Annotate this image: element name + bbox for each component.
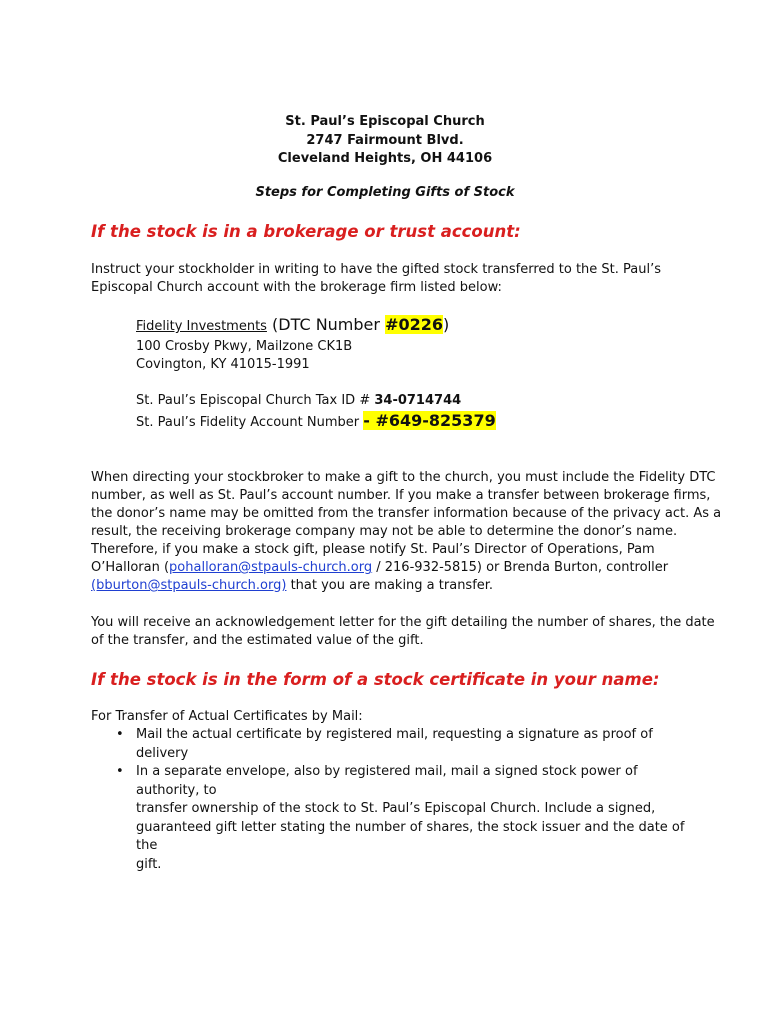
church-city: Cleveland Heights, OH 44106 <box>277 151 493 166</box>
bullet-icon: • <box>116 727 124 742</box>
para2-line7-post: that you are making a transfer. <box>286 578 494 593</box>
dtc-close: ) <box>443 315 450 334</box>
para2-line6-pre: O’Halloran ( <box>91 560 170 575</box>
email-link-pohalloran[interactable]: pohalloran@stpauls-church.org <box>169 560 373 575</box>
para3-line1: You will receive an acknowledgement letter for the gift detailing the number of shares, the date <box>91 615 715 630</box>
dtc-number: #0226 <box>385 315 443 334</box>
bullet2-line3: guaranteed gift letter stating the number of shares, the stock issuer and the date of the <box>136 819 685 853</box>
para2-line7 <box>91 577 493 596</box>
para2-line1: When directing your stockbroker to make a gift to the church, you must include the Fidelity DTC <box>91 470 716 485</box>
instruction-list <box>116 726 696 874</box>
email-link-bburton[interactable]: (bburton@stpauls-church.org) <box>91 578 287 593</box>
account-label: St. Paul’s Fidelity Account Number <box>136 415 364 430</box>
para2-line3: the donor’s name may be omitted from the transfer information because of the privacy act. As a <box>91 506 722 521</box>
dtc-open: ( <box>266 315 279 334</box>
bullet-icon: • <box>116 764 124 779</box>
account-line <box>136 412 496 433</box>
para2-line6-post: / 216-932-5815) or Brenda Burton, controller <box>372 560 669 575</box>
bullet1-line1: Mail the actual certificate by registered mail, requesting a signature as proof of delivery <box>136 727 653 761</box>
para2-line6 <box>91 559 668 578</box>
para3-line2: of the transfer, and the estimated value of the gift. <box>91 633 424 648</box>
church-street: 2747 Fairmount Blvd. <box>306 133 464 148</box>
section2-intro: For Transfer of Actual Certificates by Mail: <box>91 709 363 724</box>
section1-intro-line2: Episcopal Church account with the brokerage firm listed below: <box>91 280 502 295</box>
section1-intro-line1: Instruct your stockholder in writing to have the gifted stock transferred to the St. Paul’s <box>91 262 662 277</box>
section2-heading: If the stock is in the form of a stock certificate in your name: <box>91 670 660 689</box>
bullet2-line1: In a separate envelope, also by registered mail, mail a signed stock power of authority, to <box>136 764 638 798</box>
para2-line5: Therefore, if you make a stock gift, please notify St. Paul’s Director of Operations, Pam <box>91 542 655 557</box>
list-item <box>116 763 696 874</box>
section1-heading: If the stock is in a brokerage or trust account: <box>91 222 521 241</box>
firm-address-line2: Covington, KY 41015-1991 <box>136 357 310 372</box>
dtc-label: DTC Number <box>278 315 386 334</box>
church-name: St. Paul’s Episcopal Church <box>285 114 485 129</box>
bullet2-line4: gift. <box>136 856 162 872</box>
firm-line <box>136 316 449 337</box>
tax-id-line <box>136 392 461 411</box>
firm-address-line1: 100 Crosby Pkwy, Mailzone CK1B <box>136 339 353 354</box>
tax-id-value: 34-0714744 <box>374 393 462 408</box>
para2-line2: number, as well as St. Paul’s account number. If you make a transfer between brokerage firms, <box>91 488 711 503</box>
account-value: - #649-825379 <box>363 411 496 430</box>
document-subtitle: Steps for Completing Gifts of Stock <box>255 185 515 200</box>
para2-line4: result, the receiving brokerage company may not be able to determine the donor’s name. <box>91 524 678 539</box>
tax-id-label: St. Paul’s Episcopal Church Tax ID # <box>136 393 375 408</box>
firm-name: Fidelity Investments <box>136 319 267 334</box>
bullet2-line2: transfer ownership of the stock to St. Paul’s Episcopal Church. Include a signed, <box>136 801 656 816</box>
list-item <box>116 726 696 763</box>
